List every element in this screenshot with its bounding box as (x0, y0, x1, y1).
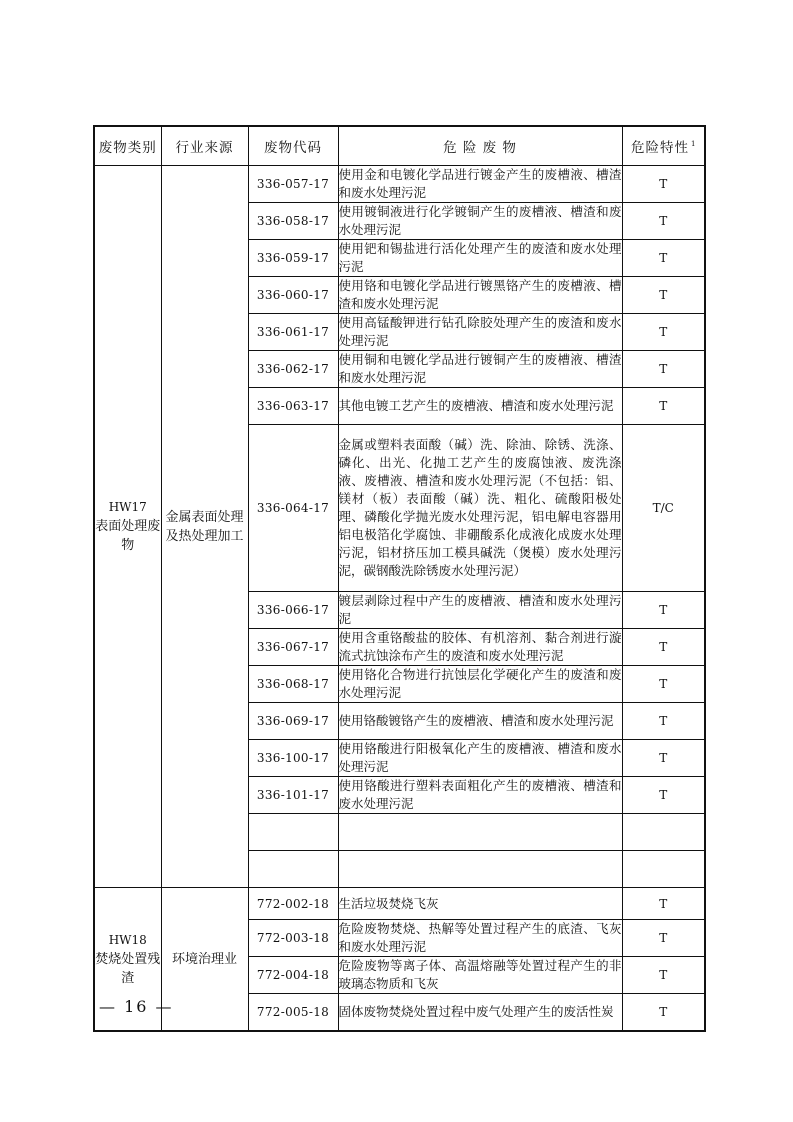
header-hazard-footnote: 1 (691, 140, 696, 148)
hazard-characteristic (622, 851, 705, 888)
hazard-characteristic: T (622, 277, 705, 314)
waste-description: 使用铬酸镀铬产生的废槽液、槽渣和废水处理污泥 (338, 703, 622, 740)
waste-code (248, 814, 338, 851)
hazard-characteristic: T (622, 314, 705, 351)
waste-code: 336-064-17 (248, 425, 338, 592)
waste-code: 336-061-17 (248, 314, 338, 351)
hazard-characteristic: T (622, 203, 705, 240)
category-cell (94, 166, 161, 888)
waste-code: 336-100-17 (248, 740, 338, 777)
waste-description: 使用铬酸进行塑料表面粗化产生的废槽液、槽渣和废水处理污泥 (338, 777, 622, 814)
waste-description: 使用金和电镀化学品进行镀金产生的废槽液、槽渣和废水处理污泥 (338, 166, 622, 203)
waste-description: 生活垃圾焚烧飞灰 (338, 888, 622, 920)
waste-code: 772-002-18 (248, 888, 338, 920)
header-hazard: 危险特性 $^1$ (622, 126, 705, 166)
hazard-characteristic: T (622, 703, 705, 740)
waste-description: 使用镀铜液进行化学镀铜产生的废槽液、槽渣和废水处理污泥 (338, 203, 622, 240)
waste-code: 772-003-18 (248, 920, 338, 957)
category-code: HW17 (108, 500, 147, 514)
waste-description: 使用铬和电镀化学品进行镀黑铬产生的废槽液、槽渣和废水处理污泥 (338, 277, 622, 314)
hazard-characteristic: T (622, 629, 705, 666)
table-row (94, 888, 705, 920)
waste-code: 336-068-17 (248, 666, 338, 703)
waste-code: 336-063-17 (248, 388, 338, 425)
waste-description: 其他电镀工艺产生的废槽液、槽渣和废水处理污泥 (338, 388, 622, 425)
source-cell: 环境治理业 (161, 888, 248, 1032)
hazard-characteristic: T (622, 888, 705, 920)
header-code: 废物代码 (248, 126, 338, 166)
header-description: 危 险 废 物 (338, 126, 622, 166)
hazard-characteristic (622, 814, 705, 851)
waste-description: 镀层剥除过程中产生的废槽液、槽渣和废水处理污泥 (338, 592, 622, 629)
category-code: HW18 (108, 932, 147, 947)
waste-code: 336-069-17 (248, 703, 338, 740)
waste-description (338, 814, 622, 851)
waste-description: 使用铜和电镀化学品进行镀铜产生的废槽液、槽渣和废水处理污泥 (338, 351, 622, 388)
waste-description: 危险废物等离子体、高温熔融等处置过程产生的非玻璃态物质和飞灰 (338, 957, 622, 994)
waste-code: 772-004-18 (248, 957, 338, 994)
waste-code (248, 851, 338, 888)
hazard-characteristic: T (622, 994, 705, 1032)
table-header-row (94, 126, 705, 166)
waste-description: 固体废物焚烧处置过程中废气处理产生的废活性炭 (338, 994, 622, 1032)
waste-code: 336-066-17 (248, 592, 338, 629)
waste-description: 使用钯和锡盐进行活化处理产生的废渣和废水处理污泥 (338, 240, 622, 277)
header-category: 废物类别 (94, 126, 161, 166)
waste-code: 336-067-17 (248, 629, 338, 666)
hazard-characteristic: T (622, 920, 705, 957)
waste-code: 336-058-17 (248, 203, 338, 240)
hazard-characteristic: T (622, 351, 705, 388)
hazard-characteristic: T (622, 166, 705, 203)
waste-description: 使用铬化合物进行抗蚀层化学硬化产生的废渣和废水处理污泥 (338, 666, 622, 703)
hazard-characteristic: T (622, 777, 705, 814)
waste-description (338, 851, 622, 888)
hazard-characteristic: T (622, 666, 705, 703)
header-source: 行业来源 (161, 126, 248, 166)
waste-description: 危险废物焚烧、热解等处置过程产生的底渣、飞灰和废水处理污泥 (338, 920, 622, 957)
waste-description: 使用铬酸进行阳极氧化产生的废槽液、槽渣和废水处理污泥 (338, 740, 622, 777)
page-number: — 16 — (99, 997, 174, 1016)
hazard-characteristic: T (622, 592, 705, 629)
waste-code: 336-060-17 (248, 277, 338, 314)
waste-code: 336-101-17 (248, 777, 338, 814)
waste-code: 336-059-17 (248, 240, 338, 277)
hazard-characteristic: T (622, 957, 705, 994)
waste-code: 772-005-18 (248, 994, 338, 1032)
waste-code: 336-057-17 (248, 166, 338, 203)
waste-description: 金属或塑料表面酸（碱）洗、除油、除锈、洗涤、磷化、出光、化抛工艺产生的废腐蚀液、废洗涤液、废槽液、槽渣和废水处理污泥（不包括：铝、镁材（板）表面酸（碱）洗、粗化、硫酸阳极处理、磷酸化学抛光废水处理污泥，铝电解电容器用铝电极箔化学腐蚀、非硼酸系化成液化成废水处理污泥，铝材挤压加工模具碱洗（煲模）废水处理污泥，碳钢酸洗除锈废水处理污泥） (338, 425, 622, 592)
waste-code: 336-062-17 (248, 351, 338, 388)
hazard-characteristic: T (622, 388, 705, 425)
table-row (94, 166, 705, 203)
category-name: 焚烧处置残渣 (95, 951, 161, 986)
source-cell: 金属表面处理及热处理加工 (161, 166, 248, 888)
hazard-characteristic: T (622, 740, 705, 777)
hazardous-waste-table (93, 125, 706, 1032)
waste-description: 使用含重铬酸盐的胶体、有机溶剂、黏合剂进行漩流式抗蚀涂布产生的废渣和废水处理污泥 (338, 629, 622, 666)
hazard-characteristic: T (622, 240, 705, 277)
waste-description: 使用高锰酸钾进行钻孔除胶处理产生的废渣和废水处理污泥 (338, 314, 622, 351)
category-name: 表面处理废物 (95, 519, 161, 553)
hazard-characteristic: T/C (622, 425, 705, 592)
